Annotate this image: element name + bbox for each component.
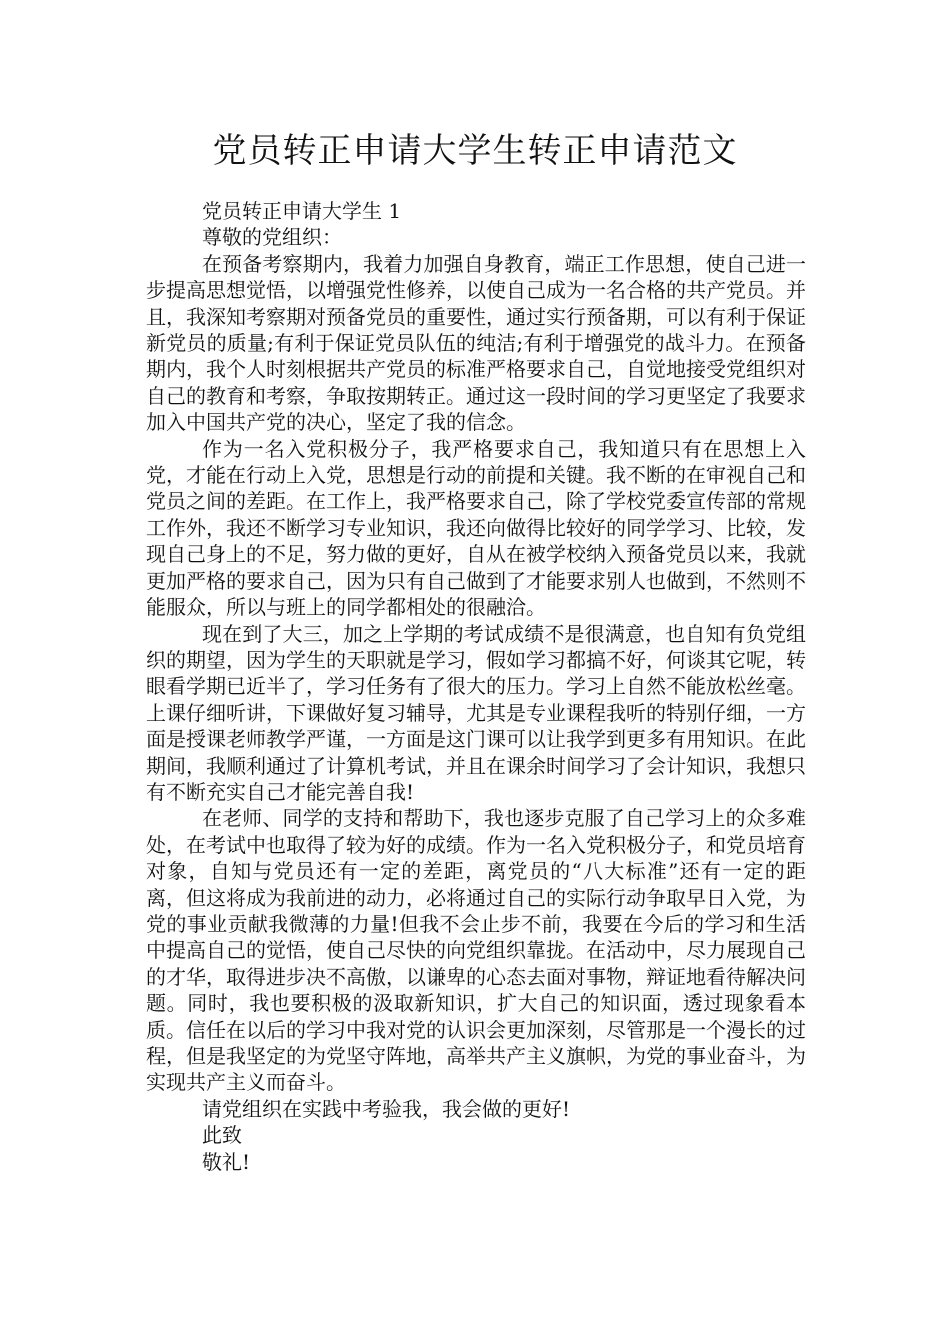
- closing-line-1: 此致: [202, 1123, 242, 1148]
- subtitle: 党员转正申请大学生 1: [202, 199, 402, 223]
- paragraph-2: 作为一名入党积极分子，我严格要求自己，我知道只有在思想上入党，才能在行动上入党，思想是行动的前提和关键。我不断的在审视自己和党员之间的差距。在工作上，我严格要求自己，除了学校党委宣传部的常规工作外，我还不断学习专业知识，我还向做得比较好的同学学习、比较，发现自己身上的不足，努力做的更好，自从在被学校纳入预备党员以来，我就更加严格的要求自己，因为只有自己做到了才能要求别人也做到，不然则不能服众，所以与班上的同学都相处的很融洽。: [146, 436, 806, 620]
- salutation: 尊敬的党组织：: [202, 225, 342, 250]
- paragraph-5: 请党组织在实践中考验我，我会做的更好!: [202, 1096, 571, 1121]
- closing-line-2: 敬礼!: [202, 1149, 251, 1174]
- paragraph-3: 现在到了大三，加之上学期的考试成绩不是很满意，也自知有负党组织的期望，因为学生的天职就是学习，假如学习都搞不好，何谈其它呢，转眼看学期已近半了，学习任务有了很大的压力。学习上自然不能放松丝毫。上课仔细听讲，下课做好复习辅导，尤其是专业课程我听的特别仔细，一方面是授课老师教学严谨，一方面是这门课可以让我学到更多有用知识。在此期间，我顺利通过了计算机考试，并且在课余时间学习了会计知识，我想只有不断充实自己才能完善自我!: [146, 621, 806, 804]
- paragraph-4: 在老师、同学的支持和帮助下，我也逐步克服了自己学习上的众多难处，在考试中也取得了较为好的成绩。作为一名入党积极分子，和党员培育对象，自知与党员还有一定的差距，离党员的“八大标准”还有一定的距离，但这将成为我前进的动力，必将通过自己的实际行动争取早日入党，为党的事业贡献我微薄的力量!但我不会止步不前，我要在今后的学习和生活中提高自己的觉悟，使自己尽快的向党组织靠拢。在活动中，尽力展现自己的才华，取得进步决不高傲，以谦卑的心态去面对事物，辩证地看待解决问题。同时，我也要积极的汲取新知识，扩大自己的知识面，透过现象看本质。信任在以后的学习中我对党的认识会更加深刻，尽管那是一个漫长的过程，但是我坚定的为党坚守阵地，高举共产主义旗帜，为党的事业奋斗，为实现共产主义而奋斗。: [146, 806, 806, 1095]
- page-title: 党员转正申请大学生转正申请范文: [212, 131, 738, 171]
- paragraph-1: 在预备考察期内，我着力加强自身教育，端正工作思想，使自己进一步提高思想觉悟，以增强党性修养，以使自己成为一名合格的共产党员。并且，我深知考察期对预备党员的重要性，通过实行预备期，可以有利于保证新党员的质量;有利于保证党员队伍的纯洁;有利于增强党的战斗力。在预备期内，我个人时刻根据共产党员的标准严格要求自己，自觉地接受党组织对自己的教育和考察，争取按期转正。通过这一段时间的学习更坚定了我要求加入中国共产党的决心，坚定了我的信念。: [146, 251, 806, 435]
- document-body: [146, 198, 806, 1175]
